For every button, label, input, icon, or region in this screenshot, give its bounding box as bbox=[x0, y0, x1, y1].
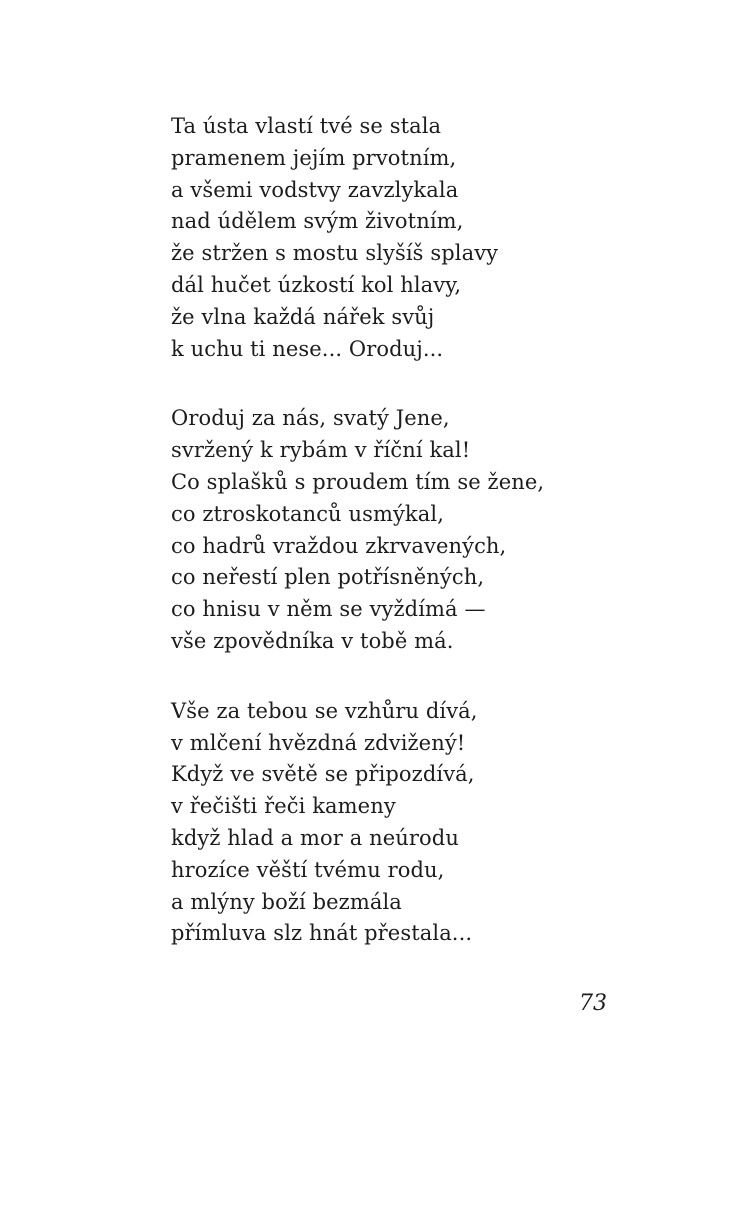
stanza-1 bbox=[171, 111, 651, 365]
poem-line: Ta ústa vlastí tvé se stala bbox=[171, 114, 442, 138]
poem-line: k uchu ti nese... Oroduj... bbox=[171, 336, 444, 361]
poem-line: svržený k rybám v říční kal! bbox=[171, 438, 471, 463]
poem-line: vše zpovědníka v tobě má. bbox=[171, 628, 454, 653]
poem bbox=[171, 111, 651, 988]
poem-line: co ztroskotanců usmýkal, bbox=[171, 501, 444, 526]
poem-line: Když ve světě se připozdívá, bbox=[171, 762, 475, 787]
stanza-3 bbox=[171, 696, 651, 950]
poem-line: že vlna každá nářek svůj bbox=[171, 304, 435, 329]
poem-line: Co splašků s proudem tím se žene, bbox=[171, 469, 545, 494]
poem-line: co hadrů vraždou zkrvavených, bbox=[171, 533, 507, 558]
poem-line: přímluva slz hnát přestala... bbox=[171, 921, 473, 946]
poem-line: hrozíce věští tvému rodu, bbox=[171, 857, 445, 882]
poem-line: v mlčení hvězdná zdvižený! bbox=[171, 730, 466, 755]
poem-line: Oroduj za nás, svatý Jene, bbox=[171, 406, 450, 431]
poem-line: v řečišti řeči kameny bbox=[171, 794, 396, 819]
poem-line: co hnisu v něm se vyždímá — bbox=[171, 597, 486, 622]
page-number: 73 bbox=[579, 991, 607, 1016]
poem-line: co neřestí plen potřísněných, bbox=[171, 565, 485, 590]
poem-line: když hlad a mor a neúrodu bbox=[171, 825, 459, 850]
poem-line: nad údělem svým životním, bbox=[171, 209, 464, 234]
poem-line: dál hučet úzkostí kol hlavy, bbox=[171, 272, 462, 297]
poem-line: a mlýny boží bezmála bbox=[171, 889, 402, 914]
poem-line: že stržen s mostu slyšíš splavy bbox=[171, 241, 499, 266]
poem-line: Vše za tebou se vzhůru dívá, bbox=[171, 698, 478, 723]
poem-line: a všemi vodstvy zavzlykala bbox=[171, 177, 459, 202]
poem-line: pramenem jejím prvotním, bbox=[171, 145, 457, 170]
stanza-2 bbox=[171, 403, 651, 657]
